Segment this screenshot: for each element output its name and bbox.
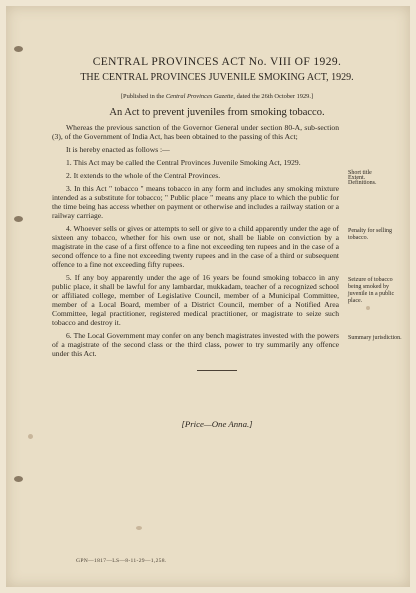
- section-text: 5. If any boy apparently under the age of 16 years be found smoking tobacco in any public place, it shall be lawful for any lambardar, mukkadam, teacher of a recognized school or affiliated college, member of Legislative Council, member of a Municipal Committee, member of a Local Board, member of a District Council, member of a Notified Area Committee, legal practitioner, registered medical practitioner, or magistrate to seize such tobacco and destroy it.: [52, 273, 339, 327]
- whereas-paragraph: Whereas the previous sanction of the Governor General under section 80-A, sub-section (3), of the Government of India Act, has been obtained to the passing of this Act;: [52, 123, 339, 141]
- section-text: 1. This Act may be called the Central Provinces Juvenile Smoking Act, 1929.: [66, 158, 301, 167]
- section-5: [52, 273, 395, 327]
- act-preamble: An Act to prevent juveniles from smoking tobacco.: [109, 107, 325, 118]
- margin-note: Seizure of tobacco being smoked by juvenile in a public place.: [348, 277, 395, 304]
- price-line: [Price—One Anna.]: [181, 419, 253, 429]
- margin-note: Summary jurisdiction.: [348, 335, 402, 341]
- section-4: [52, 224, 392, 269]
- section-3: [52, 180, 377, 220]
- enactment-clause: It is hereby enacted as follows :—: [66, 145, 170, 154]
- act-body: [52, 123, 402, 358]
- margin-note: Extent.: [348, 175, 366, 181]
- margin-note: Short title: [348, 170, 372, 176]
- stain-spot: [136, 526, 142, 530]
- stain-spot: [28, 434, 33, 439]
- document-page: [6, 6, 410, 587]
- binding-hole: [14, 476, 23, 482]
- act-content: [52, 46, 402, 429]
- section-6: [52, 331, 402, 358]
- print-footer: GPN—1817—LS—8-11-29—1,258.: [76, 558, 167, 564]
- section-text: 2. It extends to the whole of the Central Provinces.: [66, 171, 221, 180]
- margin-note: Definitions.: [348, 180, 377, 186]
- binding-hole: [14, 46, 23, 52]
- act-heading: CENTRAL PROVINCES ACT No. VIII OF 1929.: [92, 56, 342, 68]
- section-text: 3. In this Act " tobacco " means tobacco in any form and includes any smoking mixture intended as a substitute for tobacco; " Public place " means any place to which the public for the time being has access whether on payment or otherwise and includes a railway station or a railway carriage.: [52, 184, 339, 220]
- margin-note: Penalty for selling tobacco.: [348, 228, 392, 241]
- act-subheading: THE CENTRAL PROVINCES JUVENILE SMOKING ACT, 1929.: [80, 72, 354, 83]
- section-text: 4. Whoever sells or gives or attempts to sell or give to a child apparently under the age of sixteen any tobacco, whether for his own use or not, shall be liable on conviction by a magistrate in the case of a first offence to a fine not exceeding ten rupees and in the case of a second offence to a fine not exceeding twenty rupees and in the case of a third or subsequent offence to a fine not exceeding fifty rupees.: [52, 224, 339, 269]
- publication-note: [Published in the Central Provinces Gazette, dated the 26th October 1929.]: [120, 93, 314, 100]
- divider-rule: [197, 370, 237, 371]
- section-text: 6. The Local Government may confer on any bench magistrates invested with the powers of a magistrate of the second class or the third class, power to try summarily any offence under this Act.: [52, 331, 339, 358]
- binding-hole: [14, 216, 23, 222]
